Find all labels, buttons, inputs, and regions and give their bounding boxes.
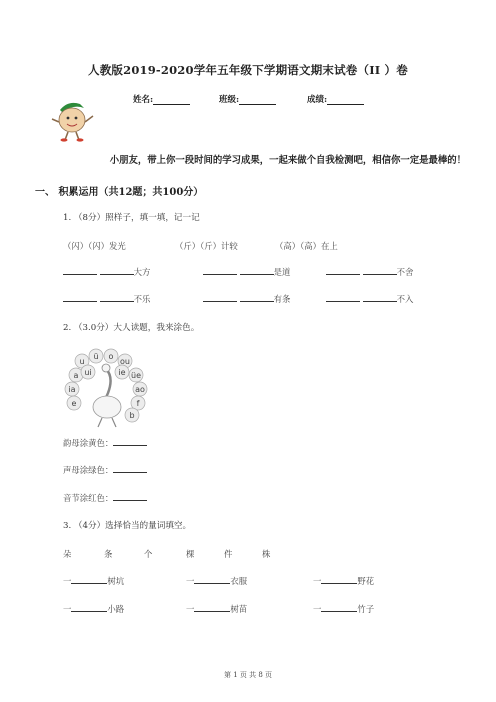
- q3-noun: 树坑: [107, 576, 125, 586]
- answer-blank[interactable]: [63, 293, 97, 302]
- q3-prefix: 一: [63, 576, 72, 586]
- name-label: 姓名:: [133, 95, 154, 105]
- q3-noun: 小路: [107, 604, 125, 614]
- answer-blank[interactable]: [363, 293, 397, 302]
- page-title: 人教版2019-2020学年五年级下学期语文期末试卷（II ）卷: [88, 63, 408, 77]
- answer-blank[interactable]: [240, 266, 274, 275]
- q3-noun: 野花: [357, 576, 375, 586]
- q3-word: 个: [144, 549, 153, 559]
- answer-blank[interactable]: [71, 575, 107, 584]
- q2-line-2: [63, 464, 147, 476]
- peacock-letter: ü: [93, 352, 99, 361]
- q1-example-2: （斤）（斤）计较: [175, 241, 238, 251]
- q2-line-3: [63, 492, 147, 504]
- mascot-icon: [48, 98, 100, 142]
- answer-blank[interactable]: [326, 266, 360, 275]
- intro-text: 小朋友，带上你一段时间的学习成果，一起来做个自我检测吧，相信你一定是最棒的！: [109, 155, 466, 166]
- q1-row1-item3: [326, 266, 413, 278]
- peacock-letter: o: [108, 352, 114, 361]
- q3-word: 棵: [186, 549, 195, 559]
- q1-row2-item2: [203, 293, 290, 305]
- name-blank[interactable]: [153, 95, 190, 105]
- peacock-letter: üe: [131, 371, 141, 380]
- answer-blank[interactable]: [321, 603, 357, 612]
- q3-noun: 衣服: [230, 576, 248, 586]
- peacock-letter: f: [136, 399, 140, 408]
- q3-word: 件: [224, 549, 233, 559]
- score-label: 成绩:: [307, 95, 328, 105]
- peacock-letter: ao: [135, 385, 145, 394]
- peacock-letter: ie: [118, 368, 126, 377]
- peacock-illustration: [62, 347, 154, 429]
- class-label: 班级:: [219, 95, 240, 105]
- q3-row2-item1: [63, 603, 124, 615]
- q1-row2-item3: [326, 293, 413, 305]
- q1-row1-word2: 是道: [273, 267, 291, 277]
- q3-noun: 竹子: [357, 604, 375, 614]
- q3-prefix: 一: [186, 604, 195, 614]
- q1-example-3: （高）（高）在上: [275, 241, 338, 251]
- q1-row2-word1: 不乐: [133, 294, 151, 304]
- q2-line-2-label: 声母涂绿色：: [63, 465, 114, 475]
- q1-row1-word1: 大方: [133, 267, 151, 277]
- peacock-letter: b: [129, 411, 135, 420]
- q3-row1-item3: [313, 575, 374, 587]
- q1-example-1: （闪）（闪）发光: [63, 241, 126, 251]
- answer-blank[interactable]: [113, 464, 147, 473]
- score-field: [307, 93, 364, 105]
- answer-blank[interactable]: [203, 266, 237, 275]
- page-footer: 第 1 页 共 8 页: [223, 671, 273, 679]
- class-field: [219, 93, 276, 105]
- answer-blank[interactable]: [194, 575, 230, 584]
- q3-prefix: 一: [313, 576, 322, 586]
- q3-noun: 树苗: [230, 604, 248, 614]
- q3-prefix: 一: [186, 576, 195, 586]
- q1-row2-item1: [63, 293, 150, 305]
- q2-line-1: [63, 437, 147, 449]
- peacock-letter: ui: [84, 368, 92, 377]
- peacock-letter: u: [79, 357, 85, 366]
- q3-prefix: 一: [63, 604, 72, 614]
- q3-row1-item2: [186, 575, 247, 587]
- score-blank[interactable]: [327, 95, 364, 105]
- q3-word: 株: [262, 549, 271, 559]
- q1-row1-item1: [63, 266, 150, 278]
- answer-blank[interactable]: [100, 266, 134, 275]
- q3-word: 条: [104, 549, 113, 559]
- answer-blank[interactable]: [113, 437, 147, 446]
- q3-row1-item1: [63, 575, 124, 587]
- answer-blank[interactable]: [363, 266, 397, 275]
- class-blank[interactable]: [239, 95, 276, 105]
- answer-blank[interactable]: [321, 575, 357, 584]
- answer-blank[interactable]: [240, 293, 274, 302]
- q1-row2-word3: 不入: [396, 294, 414, 304]
- answer-blank[interactable]: [63, 266, 97, 275]
- q1-row1-word3: 不舍: [396, 267, 414, 277]
- question-3-prompt: 3. （4分）选择恰当的量词填空。: [63, 521, 192, 531]
- answer-blank[interactable]: [326, 293, 360, 302]
- q3-row2-item2: [186, 603, 247, 615]
- peacock-letter: a: [73, 371, 79, 380]
- answer-blank[interactable]: [100, 293, 134, 302]
- answer-blank[interactable]: [203, 293, 237, 302]
- q1-row2-word2: 有条: [273, 294, 291, 304]
- q1-row1-item2: [203, 266, 290, 278]
- q2-line-3-label: 音节涂红色：: [63, 493, 114, 503]
- answer-blank[interactable]: [71, 603, 107, 612]
- peacock-letter: e: [71, 399, 77, 408]
- question-1-prompt: 1. （8分）照样子，填一填，记一记: [63, 213, 200, 223]
- peacock-letter: ia: [68, 385, 76, 394]
- q3-prefix: 一: [313, 604, 322, 614]
- peacock-letter: ou: [120, 357, 130, 366]
- q3-word: 朵: [63, 549, 72, 559]
- answer-blank[interactable]: [113, 492, 147, 501]
- question-2-prompt: 2. （3.0分）大人读题，我来涂色。: [63, 323, 200, 333]
- answer-blank[interactable]: [194, 603, 230, 612]
- section-header: 一、 积累运用（共12题；共100分）: [35, 187, 204, 198]
- q2-line-1-label: 韵母涂黄色：: [63, 438, 114, 448]
- name-field: [133, 93, 190, 105]
- q3-row2-item3: [313, 603, 374, 615]
